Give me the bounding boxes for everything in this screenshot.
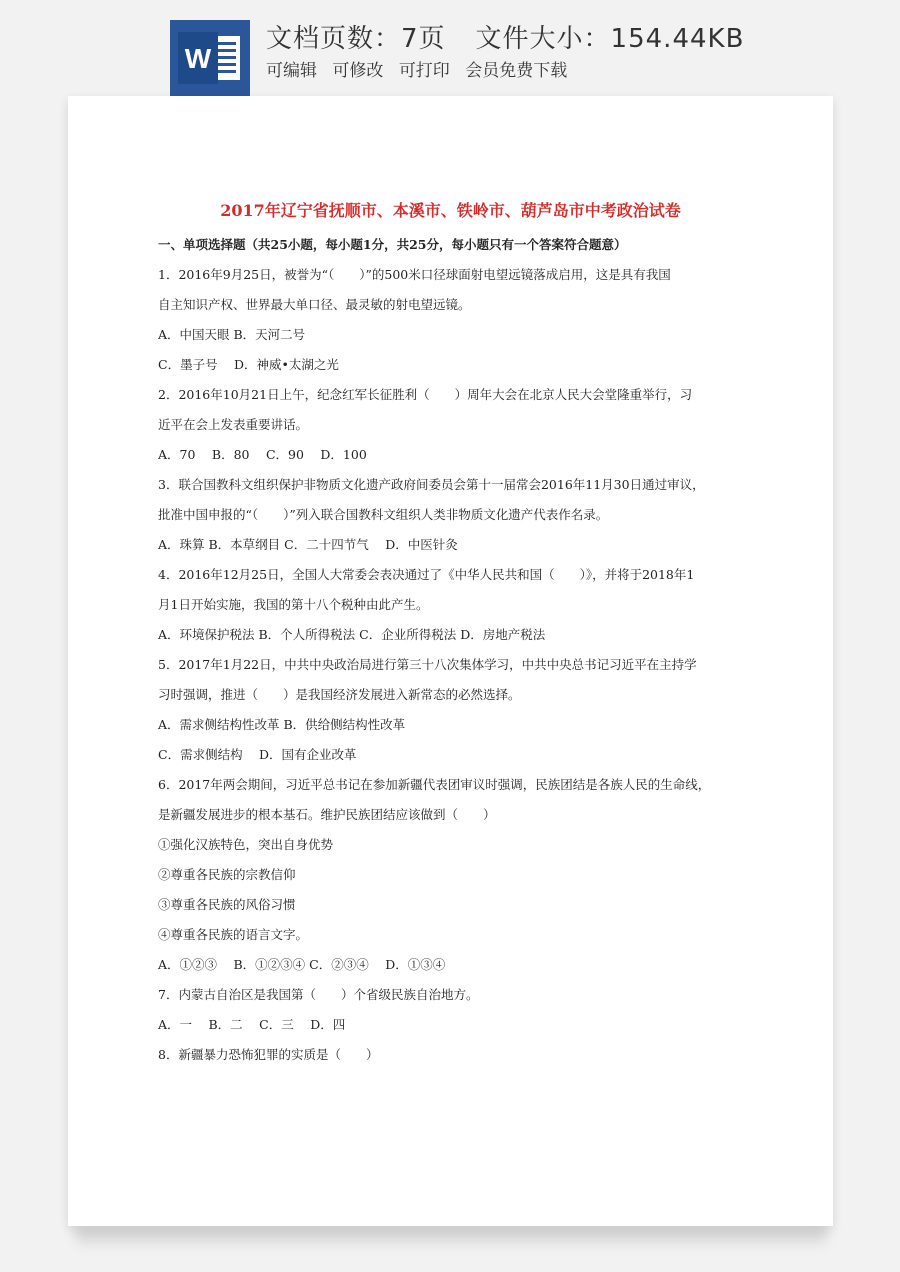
text-line: 1．2016年9月25日，被誉为“（ ）”的500米口径球面射电望远镜落成启用，这是具有我国 [158,267,671,282]
text-line: 是新疆发展进步的根本基石。维护民族团结应该做到（ ） [158,807,496,822]
feature-list [266,56,577,81]
text-line: 6．2017年两会期间，习近平总书记在参加新疆代表团审议时强调，民族团结是各族人民的生命线， [158,777,711,792]
text-line: A．环境保护税法 B．个人所得税法 C．企业所得税法 D．房地产税法 [158,627,546,642]
text-line: C．墨子号 D．神威•太湖之光 [158,357,339,372]
document-title: 2017年辽宁省抚顺市、本溪市、铁岭市、葫芦岛市中考政治试卷 [220,201,681,220]
text-line: 2．2016年10月21日上午，纪念红军长征胜利（ ）周年大会在北京人民大会堂隆重举行，习 [158,387,693,402]
word-document-icon [170,20,250,96]
document-page [68,96,833,1226]
text-line: 习时强调，推进（ ）是我国经济发展进入新常态的必然选择。 [158,687,521,702]
text-line: 月1日开始实施，我国的第十八个税种由此产生。 [158,597,429,612]
text-line: A．70 B．80 C．90 D．100 [158,447,367,462]
feature-editable: 可编辑 [266,61,317,81]
download-header [0,0,900,96]
feature-modifiable: 可修改 [332,61,384,81]
text-line: 4．2016年12月25日，全国人大常委会表决通过了《中华人民共和国（ ）》，并将于2018年1 [158,567,695,582]
text-line: ①强化汉族特色，突出自身优势 [158,837,334,852]
text-line: 3．联合国教科文组织保护非物质文化遗产政府间委员会第十一届常会2016年11月30日通过审议， [158,477,705,492]
text-line: ③尊重各民族的风俗习惯 [158,897,296,912]
text-line: A．中国天眼 B．天河二号 [158,327,306,342]
text-line: 5．2017年1月22日，中共中央政治局进行第三十八次集体学习，中共中央总书记习近平在主持学 [158,657,697,672]
text-line: 近平在会上发表重要讲话。 [158,417,309,432]
paper-shadow [76,1228,826,1248]
text-line: 8．新疆暴力恐怖犯罪的实质是（ ） [158,1047,379,1062]
text-line: A．珠算 B．本草纲目 C．二十四节气 D．中医针灸 [158,537,458,552]
document-body [158,230,748,1070]
file-size: 文件大小：154.44KB [475,24,745,54]
text-line: ②尊重各民族的宗教信仰 [158,867,296,882]
text-line: A．需求侧结构性改革 B．供给侧结构性改革 [158,717,406,732]
feature-printable: 可打印 [398,61,450,81]
file-info [266,18,744,55]
text-line: A．一 B．二 C．三 D．四 [158,1017,346,1032]
text-line: A．①②③ B．①②③④ C．②③④ D．①③④ [158,957,446,972]
text-line: 自主知识产权、世界最大单口径、最灵敏的射电望远镜。 [158,297,471,312]
feature-member-download[interactable]: 会员免费下载 [465,61,568,81]
text-line: ④尊重各民族的语言文字。 [158,927,309,942]
page-count: 文档页数：7页 [266,24,446,54]
text-line: C．需求侧结构 D．国有企业改革 [158,747,357,762]
word-icon-letter: W [184,43,212,74]
text-line: 批准中国申报的“（ ）”列入联合国教科文组织人类非物质文化遗产代表作名录。 [158,507,609,522]
text-line: 7．内蒙古自治区是我国第（ ）个省级民族自治地方。 [158,987,479,1002]
section-heading: 一、单项选择题（共25小题，每小题1分，共25分，每小题只有一个答案符合题意） [158,237,627,252]
